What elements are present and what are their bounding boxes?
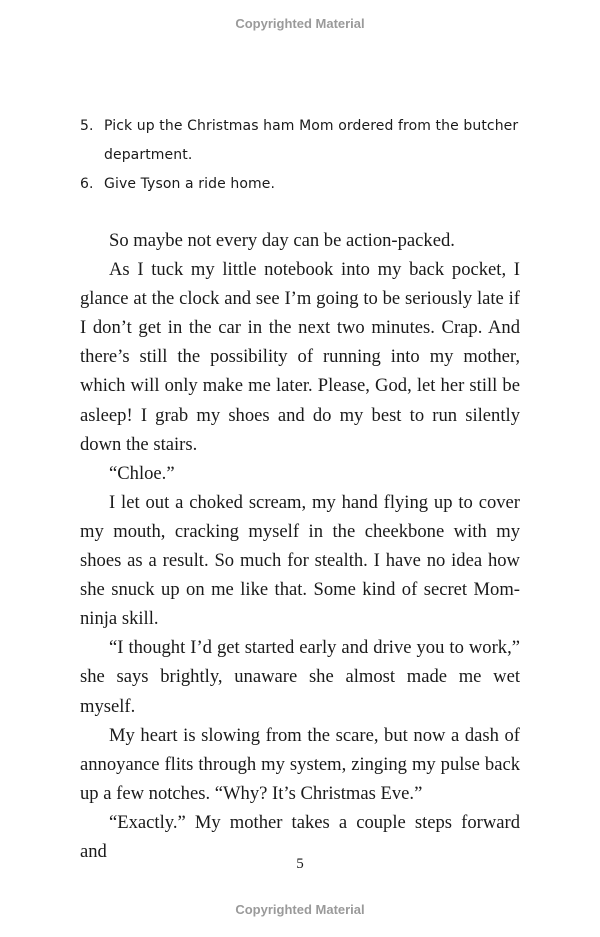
list-item-text: Give Tyson a ride home. <box>104 176 275 192</box>
list-item-text: Pick up the Christmas ham Mom ordered from the butcher department. <box>104 118 519 163</box>
body-text <box>80 226 520 866</box>
copyright-watermark-bottom: Copyrighted Material <box>235 902 365 917</box>
paragraph: “Chloe.” <box>109 462 175 484</box>
paragraph: My heart is slowing from the scare, but now a dash of annoyance flits through my system, zinging my pulse back up a few notches. “Why? It’s Christmas Eve.” <box>80 724 520 804</box>
list-item <box>80 112 520 170</box>
copyright-watermark-top: Copyrighted Material <box>235 16 365 31</box>
list-item <box>80 170 520 199</box>
paragraph: “I thought I’d get started early and drive you to work,” she says brightly, unaware she almost made me wet myself. <box>80 637 520 717</box>
todo-list <box>80 112 520 199</box>
list-item-number: 5. <box>80 118 94 134</box>
paragraph: “Exactly.” My mother takes a couple steps forward and <box>80 811 520 862</box>
paragraph: So maybe not every day can be action-packed. <box>109 230 455 251</box>
paragraph: I let out a choked scream, my hand flying up to cover my mouth, cracking myself in the cheekbone with my shoes as a result. So much for stealth. I have no idea how she snuck up on me like that. Some kind of secret Mom-ninja skill. <box>80 491 520 630</box>
paragraph: As I tuck my little notebook into my back pocket, I glance at the clock and see I’m going to be seriously late if I don’t get in the car in the next two minutes. Crap. And there’s still the possibility of running into my mother, which will only make me later. Please, God, let her still be asleep! I grab my shoes and do my best to run silently down the stairs. <box>80 259 520 455</box>
list-item-number: 6. <box>80 176 94 192</box>
page-number: 5 <box>296 856 304 872</box>
